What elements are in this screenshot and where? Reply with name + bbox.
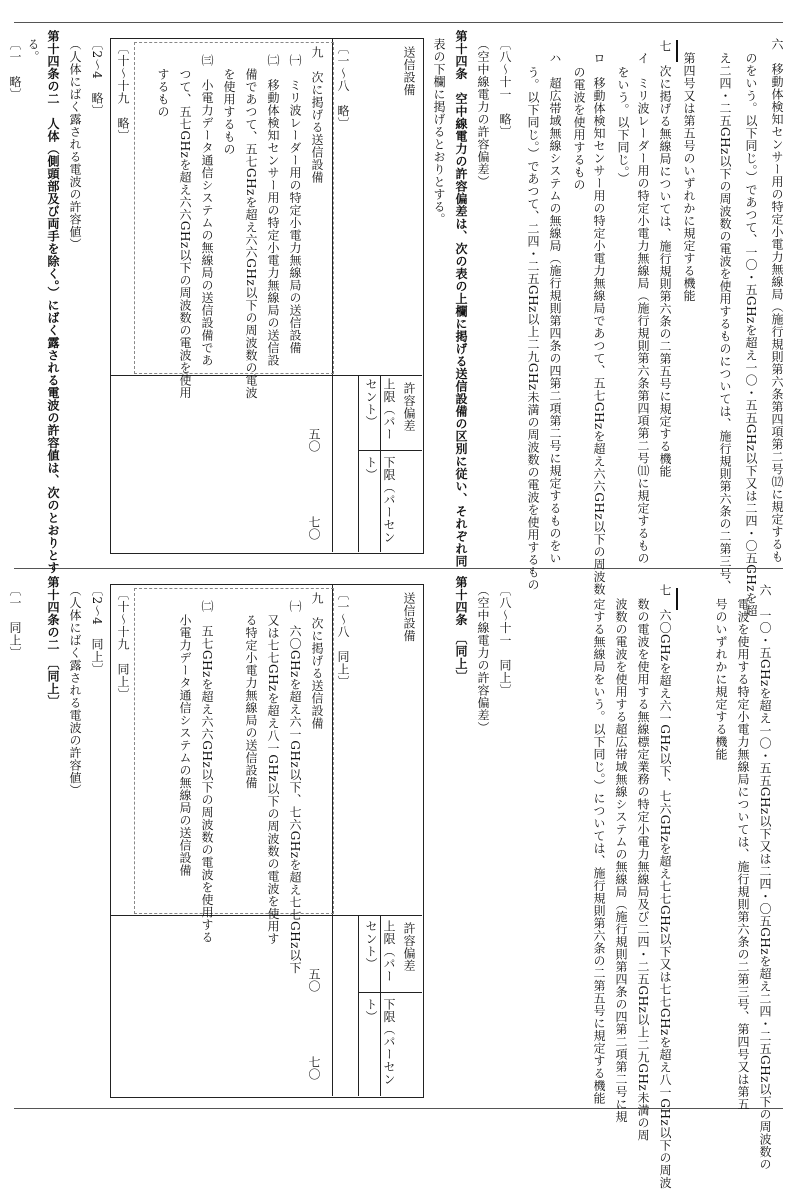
bottom-item-7-line-3: 波数の電波を使用する超広帯域無線システムの無線局（施行規則第四条の四第二項第二号に規 <box>614 598 628 1123</box>
top-item-6-line-4: 第四号又は第五号のいずれかに規定する機能 <box>682 52 696 302</box>
top-table-upper-value: 五〇 <box>307 428 321 452</box>
top-table-row-9-3-line-3: するもの <box>156 68 170 118</box>
top-item-7-ha-line-2: う。以下同じ。）であつて、二四・二五GHz以上二九GHz未満の周波数の電波を使用するもの <box>526 66 540 591</box>
bottom-table-header-tolerance: 許容偏差 <box>402 922 416 972</box>
top-table-row-9: 九 次に掲げる送信設備 <box>310 46 324 184</box>
bottom-table-change-marker <box>134 588 334 914</box>
bottom-table-header-equipment: 送信設備 <box>402 592 416 642</box>
top-table-header-tolerance: 許容偏差 <box>402 382 416 432</box>
bottom-caption-antenna-power: （空中線電力の許容偏差） <box>476 584 490 734</box>
bottom-table-header-lower: 下限（パーセント） <box>364 998 396 1086</box>
top-table-lower-value: 七〇 <box>307 516 321 540</box>
top-item-7-ro-line-1: ロ 移動体検知センサー用の特定小電力無線局であつて、五七GHzを超え六六GHz以下の周波数 <box>592 52 606 596</box>
top-omit-8-11: 〔八〜十一 略〕 <box>498 38 512 138</box>
top-item-6-line-2: のをいう。以下同じ。）であつて、一〇・五GHzを超え一〇・五五GHz以下又は二四・〇五GHzを超 <box>744 52 758 618</box>
bottom-table-lower-value: 七〇 <box>307 1056 321 1080</box>
top-table-row-9-1: ㈠ ミリ波レーダー用の特定小電力無線局の送信設備 <box>288 54 302 354</box>
bottom-article-14-2: 第十四条の二 〔同上〕 <box>46 576 60 708</box>
top-table-row-9-2-line-2: 備であつて、五七GHzを超え六六GHz以下の周波数の電波 <box>244 68 258 399</box>
bottom-table-upper-value: 五〇 <box>307 968 321 992</box>
top-item-6-line-1: 六 移動体検知センサー用の特定小電力無線局（施行規則第六条第四項第二号⑿に規定するも <box>770 38 784 563</box>
bottom-table-header-divider <box>358 992 422 993</box>
top-article-14-2-line-1: 第十四条の二 人体（側頭部及び両手を除く。）にばく露される電波の許容値は、次のとおりとす <box>46 30 60 574</box>
bottom-table-row-9-2-line-1: ㈡ 五七GHzを超え六六GHz以下の周波数の電波を使用する <box>200 600 214 944</box>
top-table-col-divider <box>358 375 359 552</box>
bottom-table-row-10-19: 〔十〜十九 同上〕 <box>116 588 130 701</box>
top-table-header-upper: 上限（パーセント） <box>364 378 396 441</box>
top-item-7-line-1: 七 次に掲げる無線局については、施行規則第六条の二第五号に規定する機能 <box>658 40 672 478</box>
top-table-row-9-3-line-2: つて、五七GHzを超え六六GHz以下の周波数の電波を使用 <box>178 68 192 399</box>
top-item-7-ha-line-1: ハ 超広帯域無線システムの無線局（施行規則第四条の四第二項第二号に規定するものをい <box>548 52 562 565</box>
bottom-table-row-9-2-line-2: 小電力データ通信システムの無線局の送信設備 <box>178 614 192 877</box>
top-table-divider <box>110 375 422 376</box>
top-rule <box>14 22 783 23</box>
bottom-omit-1: 〔一 同上〕 <box>8 584 22 659</box>
bottom-item-7-line-1: 七 六〇GHzを超え六一GHz以下、七六GHzを超え七七GHz以下又は七七GHzを超え八一GHz以下の周波 <box>658 584 672 1189</box>
middle-rule <box>14 568 783 569</box>
bottom-table-row-9: 九 次に掲げる送信設備 <box>310 592 324 730</box>
top-item-7-i-line-2: をいう。以下同じ。） <box>616 66 630 185</box>
top-item-7-ro-line-2: の電波を使用するもの <box>572 66 586 191</box>
bottom-omit-8-11: 〔八〜十一 同上〕 <box>498 584 512 697</box>
top-article-14-line-1: 第十四条 空中線電力の許容偏差は、次の表の上欄に掲げる送信設備の区別に従い、それぞれ同 <box>454 30 468 568</box>
top-table-row-9-2-line-1: ㈡ 移動体検知センサー用の特定小電力無線局の送信設 <box>266 54 280 367</box>
top-article-14-line-2: 表の下欄に掲げるとおりとする。 <box>432 38 446 226</box>
bottom-caption-exposure: （人体にばく露される電波の許容値） <box>68 584 82 797</box>
bottom-item-6-line-3: 号のいずれかに規定する機能 <box>714 598 728 761</box>
bottom-table-row-9-1-line-3: る特定小電力無線局の送信設備 <box>244 614 258 789</box>
top-omit-1: 〔一 略〕 <box>8 38 22 101</box>
top-caption-exposure: （人体にばく露される電波の許容値） <box>68 38 82 251</box>
bottom-article-14: 第十四条 〔同上〕 <box>454 576 468 683</box>
top-article-14-2-line-2: る。 <box>26 38 40 63</box>
top-table-row-10-19: 〔十〜十九 略〕 <box>116 42 130 142</box>
bottom-table-row-1-8: 〔一〜八 同上〕 <box>336 588 350 688</box>
top-table-row-9-2-line-3: を使用するもの <box>222 68 236 156</box>
change-bar <box>676 588 678 610</box>
bottom-item-6-line-1: 六 一〇・五GHzを超え一〇・五五GHz以下又は二四・〇五GHzを超え二四・二五GHz以下の周波数の <box>758 584 772 1171</box>
bottom-item-7-line-4: 定する無線局をいう。以下同じ。）については、施行規則第六条の二第五号に規定する機能 <box>592 598 606 1105</box>
top-table-header-lower: 下限（パーセント） <box>364 456 396 544</box>
top-table-row-1-8: 〔一〜八 略〕 <box>336 42 350 130</box>
bottom-table-header-upper: 上限（パーセント） <box>364 920 396 983</box>
bottom-table-row-9-1-line-2: 又は七七GHzを超え八一GHz以下の周波数の電波を使用す <box>266 614 280 945</box>
bottom-item-7-line-2: 数の電波を使用する無線標定業務の特定小電力無線局及び二四・二五GHz以上二九GHz未満の周 <box>636 598 650 1142</box>
top-table-header-equipment: 送信設備 <box>402 46 416 96</box>
top-table-row-9-3-line-1: ㈢ 小電力データ通信システムの無線局の送信設備であ <box>200 54 214 367</box>
change-bar <box>676 40 678 62</box>
bottom-table-row-9-1-line-1: ㈠ 六〇GHzを超え六一GHz以下、七六GHzを超え七七GHz以下 <box>288 600 302 974</box>
top-item-6-line-3: え二四・二五GHz以下の周波数の電波を使用するものについては、施行規則第六条の二第三号、 <box>718 52 732 593</box>
bottom-table-col-divider <box>358 915 359 1096</box>
bottom-omit-2-4: 〔2〜4 同上〕 <box>90 584 104 676</box>
top-caption-antenna-power: （空中線電力の許容偏差） <box>476 38 490 188</box>
bottom-item-6-line-2: 電波を使用する特定小電力無線局については、施行規則第六条の二第三号、第四号又は第五 <box>736 598 750 1111</box>
top-table-header-divider <box>358 450 422 451</box>
top-omit-2-4: 〔2〜4 略〕 <box>90 38 104 117</box>
top-item-7-i-line-1: イ ミリ波レーダー用の特定小電力無線局（施行規則第六条第四項第二号⑾に規定するもの <box>636 52 650 565</box>
